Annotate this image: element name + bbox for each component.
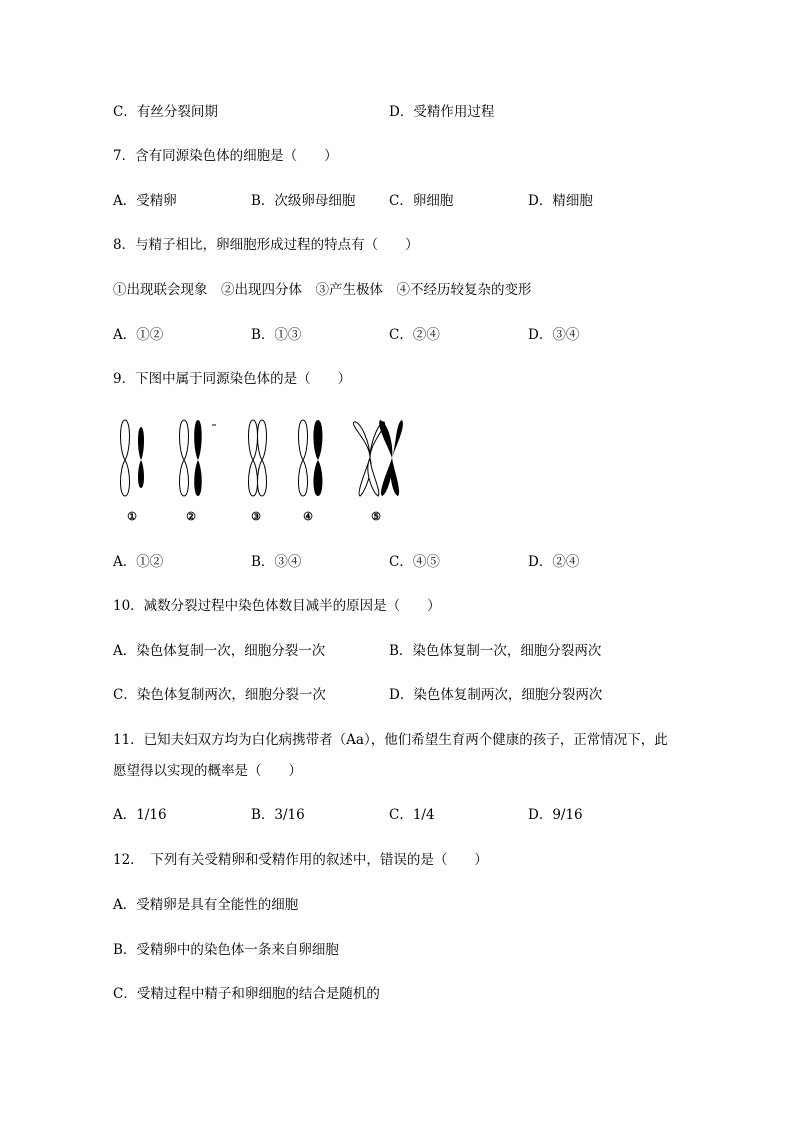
- q9-option-b: B．③④: [251, 554, 302, 570]
- q8-option-a: A．①②: [113, 327, 164, 343]
- q7-option-a: A．受精卵: [113, 193, 177, 209]
- chromosome-pair-1: [121, 420, 145, 496]
- figure-label-2: ②: [186, 510, 196, 523]
- q11-option-c: C．1/4: [389, 807, 435, 823]
- q6-option-d: D．受精作用过程: [389, 104, 495, 120]
- figure-label-1: ①: [127, 510, 137, 523]
- q10-option-b: B．染色体复制一次，细胞分裂两次: [389, 643, 602, 659]
- q11-option-d: D．9/16: [528, 807, 583, 823]
- chromosome-pair-2: [180, 420, 217, 496]
- q6-option-c: C．有丝分裂间期: [113, 104, 218, 120]
- chromosome-pair-4: [299, 420, 323, 496]
- q11-option-a: A．1/16: [113, 807, 167, 823]
- q12-stem: 12． 下列有关受精卵和受精作用的叙述中，错误的是（ ）: [113, 852, 488, 868]
- q8-statements: ①出现联会现象 ②出现四分体 ③产生极体 ④不经历较复杂的变形: [113, 282, 532, 298]
- q10-stem: 10．减数分裂过程中染色体数目减半的原因是（ ）: [113, 598, 441, 614]
- q7-stem: 7．含有同源染色体的细胞是（ ）: [113, 148, 338, 164]
- figure-label-4: ④: [303, 510, 313, 523]
- q11-stem-line2: 愿望得以实现的概率是（ ）: [113, 763, 302, 779]
- q8-stem: 8．与精子相比，卵细胞形成过程的特点有（ ）: [113, 237, 419, 253]
- figure-label-5: ⑤: [371, 510, 381, 523]
- q10-option-a: A．染色体复制一次，细胞分裂一次: [113, 643, 326, 659]
- q9-option-d: D．②④: [528, 554, 580, 570]
- q11-stem-line1: 11．已知夫妇双方均为白化病携带者（Aa），他们希望生育两个健康的孩子，正常情况下，此: [113, 732, 668, 748]
- chromosome-figure: [108, 412, 418, 527]
- q7-option-d: D．精细胞: [528, 193, 593, 209]
- q11-option-b: B．3/16: [251, 807, 305, 823]
- chromosome-pair-5: [353, 420, 402, 496]
- chromosome-pair-3: [249, 420, 267, 496]
- q12-option-c: C．受精过程中精子和卵细胞的结合是随机的: [113, 986, 380, 1002]
- q12-option-b: B．受精卵中的染色体一条来自卵细胞: [113, 942, 339, 958]
- chromosome-diagram: [108, 412, 418, 527]
- q8-option-c: C．②④: [389, 327, 440, 343]
- q7-option-b: B．次级卵母细胞: [251, 193, 356, 209]
- q8-option-d: D．③④: [528, 327, 580, 343]
- q7-option-c: C．卵细胞: [389, 193, 454, 209]
- q9-stem: 9．下图中属于同源染色体的是（ ）: [113, 371, 352, 387]
- figure-label-3: ③: [251, 510, 261, 523]
- q8-option-b: B．①③: [251, 327, 302, 343]
- q10-option-d: D．染色体复制两次，细胞分裂两次: [389, 687, 603, 703]
- q9-option-a: A．①②: [113, 554, 164, 570]
- q9-option-c: C．④⑤: [389, 554, 440, 570]
- q10-option-c: C．染色体复制两次，细胞分裂一次: [113, 687, 326, 703]
- q12-option-a: A．受精卵是具有全能性的细胞: [113, 897, 299, 913]
